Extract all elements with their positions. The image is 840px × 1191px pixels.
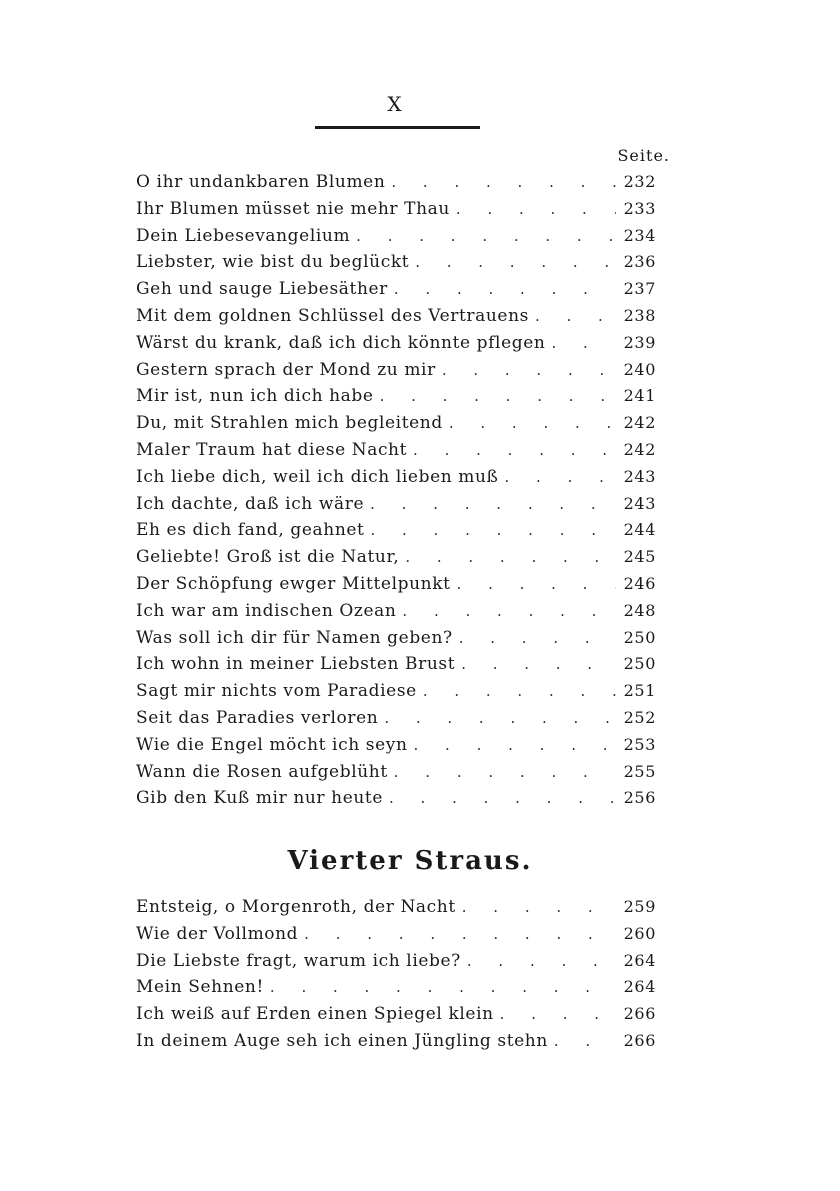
toc-entry-page: 259	[623, 897, 656, 916]
toc-entry-title: Gestern sprach der Mond zu mir	[136, 359, 436, 380]
toc-entry	[136, 386, 656, 413]
toc-entry-title: Liebster, wie bist du beglückt	[136, 252, 410, 273]
toc-entry-title: Was soll ich dir für Namen geben?	[136, 627, 453, 648]
toc-entry	[136, 574, 656, 601]
dot-leader	[391, 173, 616, 191]
toc-entry-page: 248	[623, 600, 656, 620]
dot-leader	[535, 307, 616, 325]
toc-entry	[136, 226, 656, 253]
dot-leader	[456, 200, 616, 218]
toc-entry	[136, 788, 656, 815]
section-heading: Vierter Straus.	[287, 846, 533, 876]
toc-entry	[136, 199, 656, 226]
toc-entry-page: 264	[623, 977, 656, 997]
toc-entry	[136, 924, 656, 951]
dot-leader	[415, 253, 616, 271]
toc-entry	[136, 977, 656, 1004]
toc-entry-page: 237	[623, 279, 656, 299]
toc-entry	[136, 547, 656, 574]
toc-entry	[136, 654, 656, 681]
dot-leader	[394, 280, 616, 298]
toc-entry-title: Dein Liebesevangelium	[136, 225, 351, 246]
toc-entry	[136, 1031, 656, 1058]
toc-entry-title: Eh es dich fand, geahnet	[136, 520, 365, 541]
toc-entry	[136, 252, 656, 279]
dot-leader	[370, 495, 616, 513]
toc-entry-title: Wie der Vollmond	[136, 923, 299, 944]
dot-leader	[461, 655, 616, 673]
toc-entry-title: Gib den Kuß mir nur heute	[136, 788, 383, 809]
toc-entry	[136, 360, 656, 387]
toc-entry-title: O ihr undankbaren Blumen	[136, 172, 386, 192]
toc-entry-title: Wann die Rosen aufgeblüht	[136, 761, 388, 782]
toc-entry-title: Ich wohn in meiner Liebsten Brust	[136, 654, 456, 675]
header-rule	[315, 126, 480, 129]
toc-entry-page: 243	[623, 466, 656, 486]
dot-leader	[370, 521, 616, 539]
dot-leader	[380, 387, 616, 405]
toc-entry-title: Entsteig, o Morgenroth, der Nacht	[136, 897, 456, 917]
toc-entry-title: Ihr Blumen müsset nie mehr Thau	[136, 198, 450, 219]
toc-entry-title: Sagt mir nichts vom Paradiese	[136, 681, 417, 702]
toc-entry-page: 253	[623, 734, 656, 754]
toc-entry	[136, 306, 656, 333]
toc-entry-page: 251	[623, 681, 656, 701]
dot-leader	[462, 898, 616, 916]
toc-entry	[136, 520, 656, 547]
dot-leader	[402, 602, 616, 620]
dot-leader	[500, 1005, 616, 1023]
toc-entry-title: Wärst du krank, daß ich dich könnte pflegen	[136, 332, 546, 353]
toc-entry	[136, 440, 656, 467]
dot-leader	[405, 548, 616, 566]
toc-entry-title: Ich liebe dich, weil ich dich lieben muß	[136, 466, 499, 487]
toc-entry-title: Ich war am indischen Ozean	[136, 600, 397, 621]
toc-entry-title: Mein Sehnen!	[136, 977, 264, 998]
toc-entry	[136, 628, 656, 655]
toc-entry	[136, 494, 656, 521]
dot-leader	[449, 414, 616, 432]
toc-entry	[136, 951, 656, 978]
dot-leader	[389, 789, 616, 807]
toc-entry-title: Du, mit Strahlen mich begleitend	[136, 413, 443, 434]
toc-list	[136, 172, 656, 815]
toc-entry-title: Mir ist, nun ich dich habe	[136, 386, 374, 407]
dot-leader	[423, 682, 616, 700]
toc-entry-page: 255	[623, 761, 656, 781]
page-number: X	[387, 92, 403, 116]
dot-leader	[505, 468, 616, 486]
toc-entry-page: 264	[623, 950, 656, 970]
toc-entry	[136, 279, 656, 306]
toc-entry	[136, 681, 656, 708]
dot-leader	[459, 629, 616, 647]
toc-entry	[136, 172, 656, 199]
toc-entry-page: 246	[623, 573, 656, 593]
toc-entry-page: 244	[623, 520, 656, 540]
toc-entry-title: Der Schöpfung ewger Mittelpunkt	[136, 573, 451, 594]
dot-leader	[467, 952, 616, 970]
toc-entry-page: 256	[623, 788, 656, 808]
toc-entry-page: 240	[623, 359, 656, 379]
toc-entry-title: Die Liebste fragt, warum ich liebe?	[136, 950, 461, 971]
toc-entry	[136, 467, 656, 494]
toc-list	[136, 897, 656, 1058]
toc-entry-page: 233	[623, 198, 656, 218]
toc-entry	[136, 1004, 656, 1031]
toc-entry-page: 250	[623, 654, 656, 674]
toc-entry-page: 266	[623, 1004, 656, 1024]
dot-leader	[384, 709, 616, 727]
toc-entry-page: 232	[623, 172, 656, 191]
dot-leader	[304, 925, 616, 943]
dot-leader	[394, 763, 616, 781]
toc-entry-title: Maler Traum hat diese Nacht	[136, 439, 408, 460]
toc-entry-page: 260	[623, 923, 656, 943]
toc-entry-page: 250	[623, 627, 656, 647]
toc-entry-page: 236	[623, 252, 656, 272]
toc-entry-page: 234	[623, 225, 656, 245]
dot-leader	[457, 575, 616, 593]
toc-entry-page: 266	[623, 1030, 656, 1050]
toc-entry	[136, 897, 656, 924]
toc-entry-page: 245	[623, 547, 656, 567]
toc-entry	[136, 708, 656, 735]
dot-leader	[442, 361, 616, 379]
page-column-label: Seite.	[617, 146, 670, 165]
toc-entry-page: 239	[623, 332, 656, 352]
toc-entry-page: 243	[623, 493, 656, 513]
toc-entry-title: Ich weiß auf Erden einen Spiegel klein	[136, 1004, 494, 1025]
toc-entry-title: Seit das Paradies verloren	[136, 707, 379, 728]
toc-entry-title: Mit dem goldnen Schlüssel des Vertrauens	[136, 305, 529, 326]
toc-entry	[136, 601, 656, 628]
dot-leader	[414, 736, 616, 754]
toc-entry-page: 238	[623, 305, 656, 325]
toc-entry-title: In deinem Auge seh ich einen Jüngling stehn	[136, 1030, 548, 1051]
toc-entry	[136, 333, 656, 360]
dot-leader	[270, 978, 616, 996]
toc-entry-page: 252	[623, 707, 656, 727]
toc-entry	[136, 735, 656, 762]
dot-leader	[554, 1032, 616, 1050]
toc-entry-page: 241	[623, 386, 656, 406]
toc-entry-title: Geliebte! Groß ist die Natur,	[136, 547, 400, 568]
toc-entry-page: 242	[623, 413, 656, 433]
toc-entry-title: Wie die Engel möcht ich seyn	[136, 734, 408, 755]
toc-entry	[136, 413, 656, 440]
dot-leader	[551, 334, 616, 352]
toc-entry	[136, 762, 656, 789]
toc-entry-page: 242	[623, 439, 656, 459]
dot-leader	[356, 227, 616, 245]
toc-entry-title: Ich dachte, daß ich wäre	[136, 493, 365, 514]
dot-leader	[413, 441, 616, 459]
toc-entry-title: Geh und sauge Liebesäther	[136, 279, 388, 300]
